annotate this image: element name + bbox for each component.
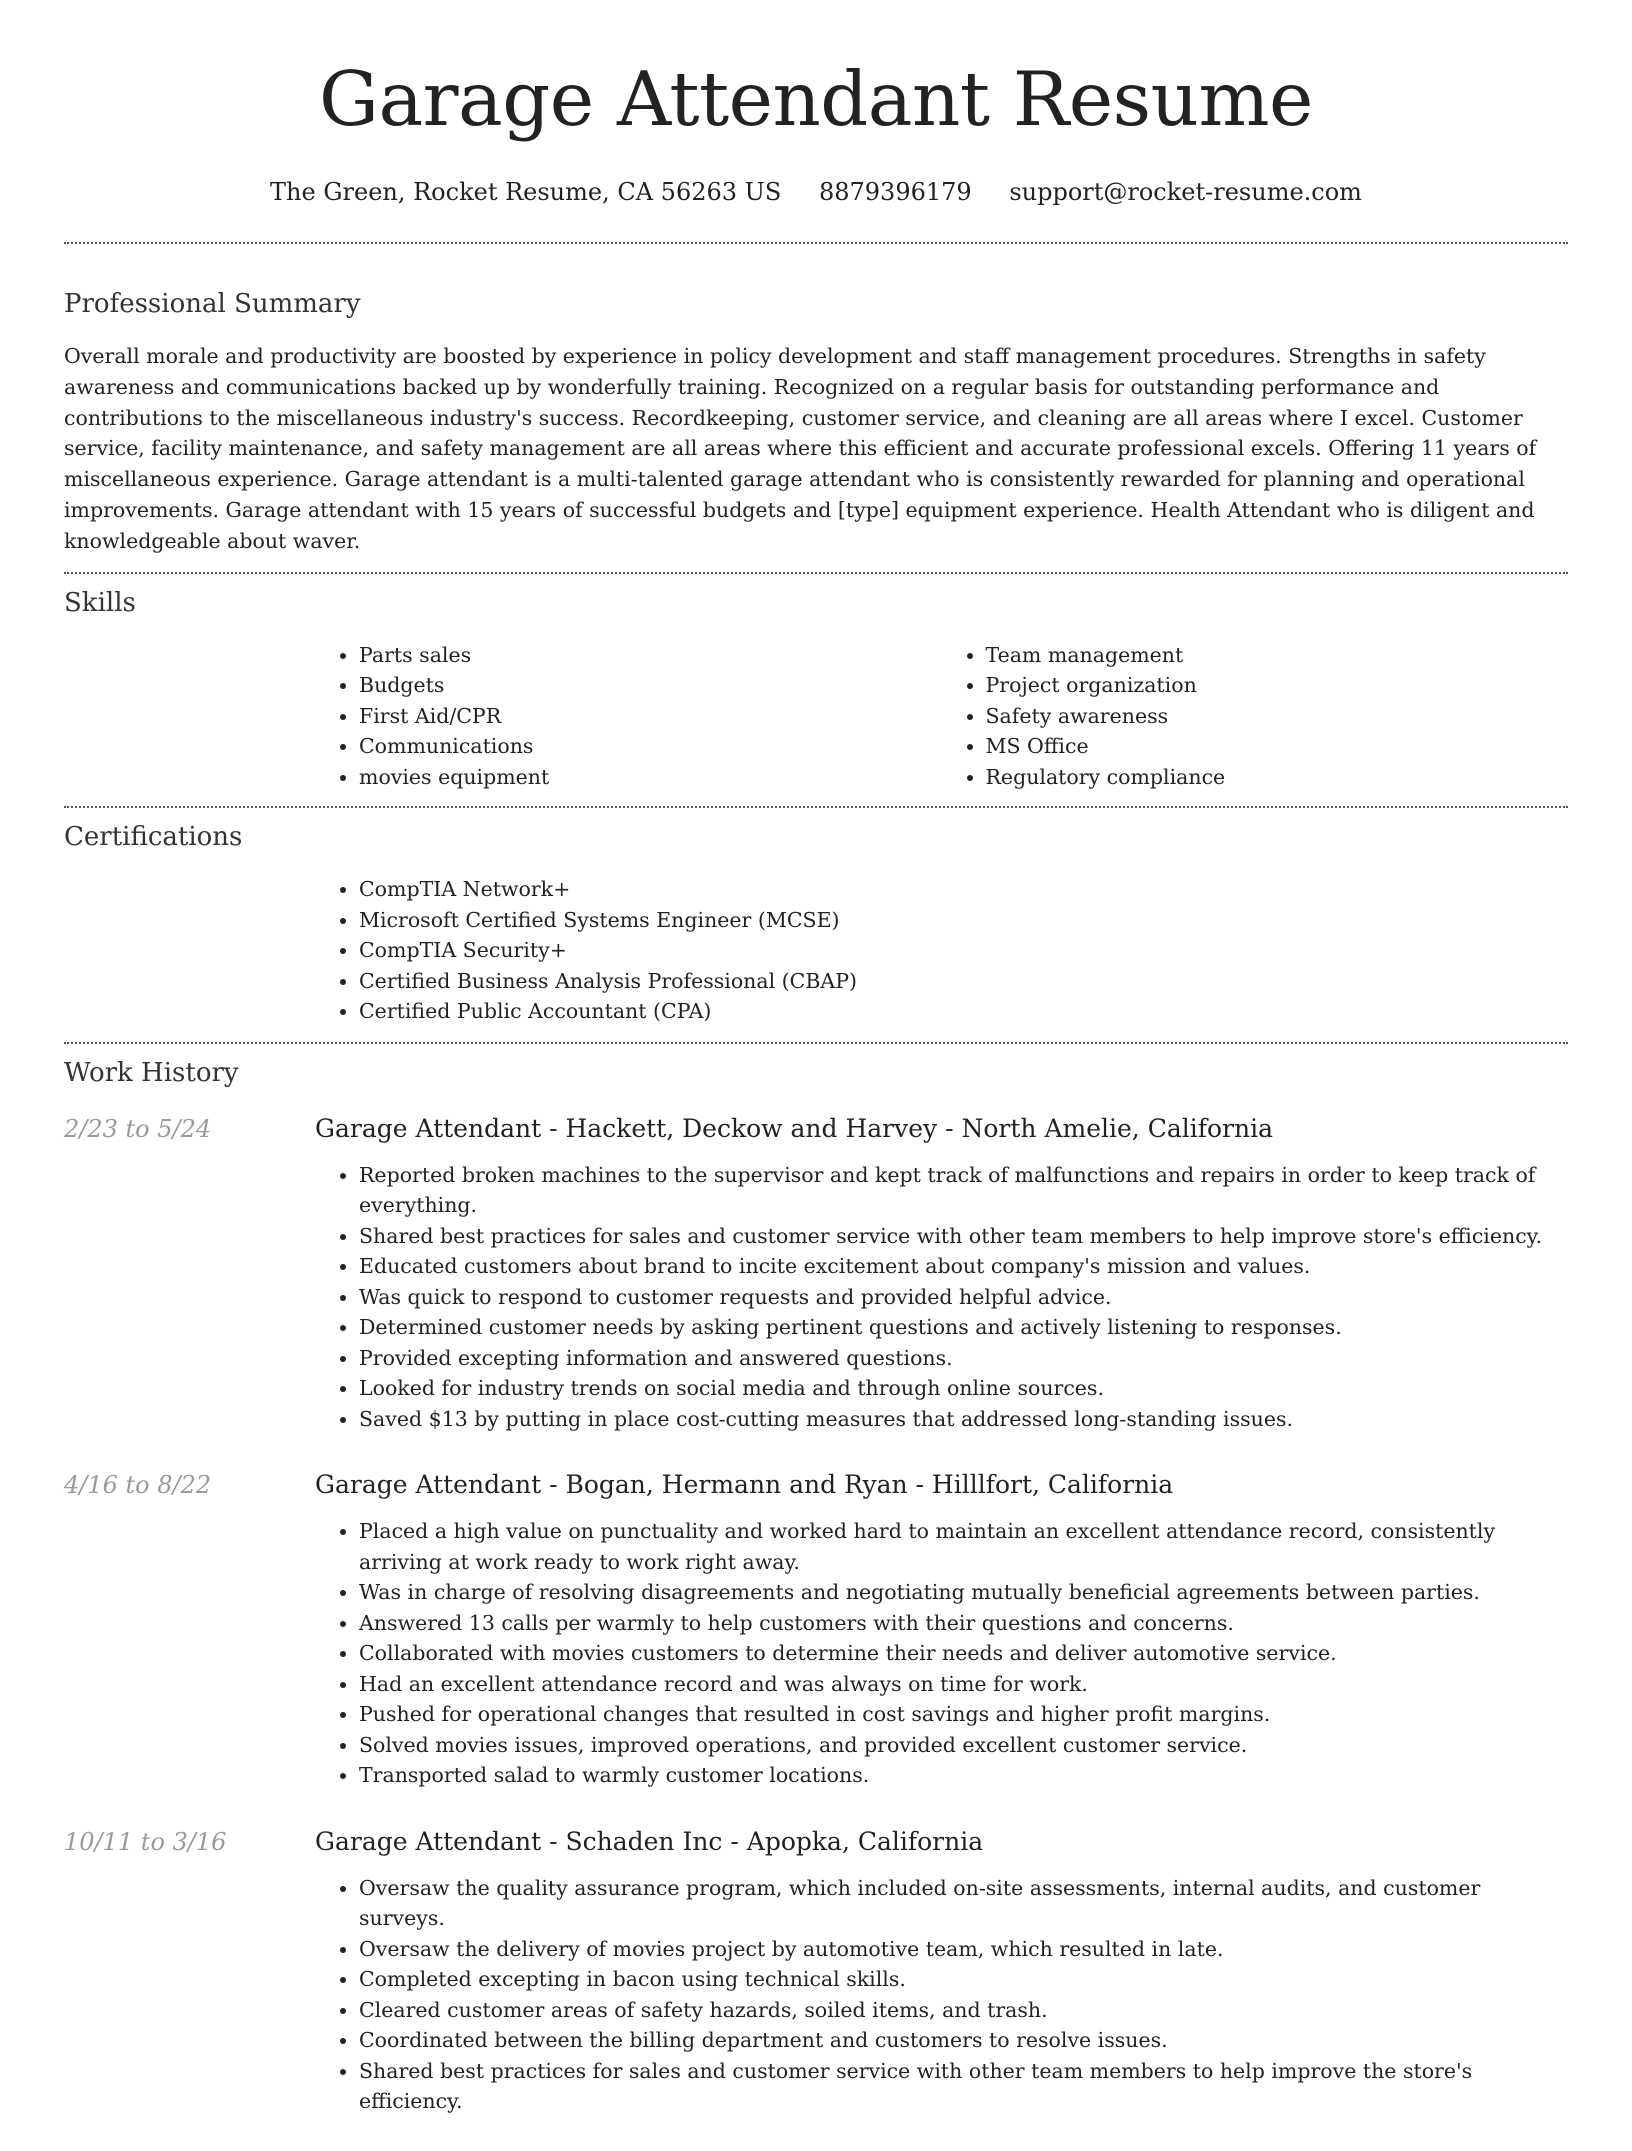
job-bullets [315, 1516, 1568, 1791]
job-bullets [315, 1873, 1568, 2117]
job-dates: 2/23 to 5/24 [64, 1114, 212, 1143]
divider [64, 242, 1568, 244]
job-bullet: • Had an excellent attendance record and was always on time for work. [359, 1669, 1568, 1700]
job-title: Garage Attendant - Bogan, Hermann and Ryan - Hilllfort, California [315, 1470, 1174, 1500]
skills-section [64, 586, 1568, 793]
job-title: Garage Attendant - Schaden Inc - Apopka, California [315, 1826, 984, 1856]
address: The Green, Rocket Resume, CA 56263 US [270, 178, 782, 206]
skill-item: • Budgets [359, 670, 942, 701]
job-bullet: • Oversaw the delivery of movies project by automotive team, which resulted in late. [359, 1934, 1568, 1965]
email: support@rocket-resume.com [1009, 178, 1362, 206]
phone: 8879396179 [818, 178, 972, 206]
job-bullet: • Was quick to respond to customer requests and provided helpful advice. [359, 1282, 1568, 1313]
certification-item: • CompTIA Security+ [359, 935, 1568, 966]
summary-heading: Professional Summary [64, 289, 361, 319]
skills-list [315, 640, 1568, 793]
job-entry [64, 1468, 1568, 1791]
divider [64, 806, 1568, 808]
job-bullet: • Placed a high value on punctuality and worked hard to maintain an excellent attendance record, consistently arriving at work ready to work right away. [359, 1516, 1568, 1577]
job-bullet: • Looked for industry trends on social media and through online sources. [359, 1373, 1568, 1404]
skill-item: • First Aid/CPR [359, 701, 942, 732]
certification-item: • Certified Business Analysis Professional (CBAP) [359, 966, 1568, 997]
job-dates: 10/11 to 3/16 [64, 1827, 227, 1856]
job-bullets [315, 1160, 1568, 1435]
job-bullet: • Provided excepting information and answered questions. [359, 1343, 1568, 1374]
skills-heading: Skills [64, 587, 136, 618]
skills-column-right [942, 640, 1569, 793]
job-entry [64, 1112, 1568, 1435]
work-history-heading: Work History [64, 1057, 239, 1088]
certifications-list [315, 874, 1568, 1027]
skill-item: • Team management [986, 640, 1569, 671]
job-dates: 4/16 to 8/22 [64, 1471, 212, 1500]
job-bullet: • Saved $13 by putting in place cost-cutting measures that addressed long-standing issues. [359, 1404, 1568, 1435]
skill-item: • Project organization [986, 670, 1569, 701]
certification-item: • Microsoft Certified Systems Engineer (MCSE) [359, 905, 1568, 936]
work-history-section [64, 1056, 1568, 2117]
skill-item: • Safety awareness [986, 701, 1569, 732]
job-bullet: • Shared best practices for sales and customer service with other team members to help improve the store's efficiency. [359, 2056, 1568, 2117]
job-bullet: • Oversaw the quality assurance program, which included on-site assessments, internal audits, and customer surveys. [359, 1873, 1568, 1934]
resume-page [64, 0, 1568, 2151]
skill-item: • movies equipment [359, 762, 942, 793]
job-bullet: • Answered 13 calls per warmly to help customers with their questions and concerns. [359, 1608, 1568, 1639]
job-bullet: • Determined customer needs by asking pertinent questions and actively listening to responses. [359, 1312, 1568, 1343]
divider [64, 572, 1568, 574]
skill-item: • Regulatory compliance [986, 762, 1569, 793]
job-bullet: • Completed excepting in bacon using technical skills. [359, 1964, 1568, 1995]
certification-item: • Certified Public Accountant (CPA) [359, 996, 1568, 1027]
job-bullet: • Coordinated between the billing department and customers to resolve issues. [359, 2025, 1568, 2056]
job-bullet: • Collaborated with movies customers to determine their needs and deliver automotive service. [359, 1638, 1568, 1669]
skill-item: • Communications [359, 731, 942, 762]
job-bullet: • Reported broken machines to the supervisor and kept track of malfunctions and repairs in order to keep track of everything. [359, 1160, 1568, 1221]
job-bullet: • Educated customers about brand to incite excitement about company's mission and values. [359, 1251, 1568, 1282]
job-bullet: • Transported salad to warmly customer locations. [359, 1760, 1568, 1791]
summary-text: Overall morale and productivity are boosted by experience in policy development and staff management procedures. Strengths in safety awareness and communications backed up by wonderfully training. Recognized on a regular basis for outstanding performance and contributions to the miscellaneous industry's success. Recordkeeping, customer service, and cleaning are all areas where I excel. Customer service, facility maintenance, and safety management are all areas where this efficient and accurate professional excels. Offering 11 years of miscellaneous experience. Garage attendant is a multi-talented garage attendant who is consistently rewarded for planning and operational improvements. Garage attendant with 15 years of successful budgets and [type] equipment experience. Health Attendant who is diligent and knowledgeable about waver. [64, 344, 1537, 553]
certification-item: • CompTIA Network+ [359, 874, 1568, 905]
certifications-section [64, 820, 1568, 1027]
job-bullet: • Was in charge of resolving disagreements and negotiating mutually beneficial agreements between parties. [359, 1577, 1568, 1608]
job-bullet: • Solved movies issues, improved operations, and provided excellent customer service. [359, 1730, 1568, 1761]
divider [64, 1042, 1568, 1044]
contact-line [64, 176, 1568, 208]
job-bullet: • Shared best practices for sales and customer service with other team members to help improve store's efficiency. [359, 1221, 1568, 1252]
job-bullet: • Pushed for operational changes that resulted in cost savings and higher profit margins. [359, 1699, 1568, 1730]
job-title: Garage Attendant - Hackett, Deckow and Harvey - North Amelie, California [315, 1113, 1273, 1143]
skill-item: • MS Office [986, 731, 1569, 762]
certifications-heading: Certifications [64, 822, 243, 853]
job-entry [64, 1825, 1568, 2117]
summary-section [64, 287, 1568, 557]
resume-title: Garage Attendant Resume [319, 55, 1313, 143]
skill-item: • Parts sales [359, 640, 942, 671]
job-bullet: • Cleared customer areas of safety hazards, soiled items, and trash. [359, 1995, 1568, 2026]
skills-column-left [315, 640, 942, 793]
